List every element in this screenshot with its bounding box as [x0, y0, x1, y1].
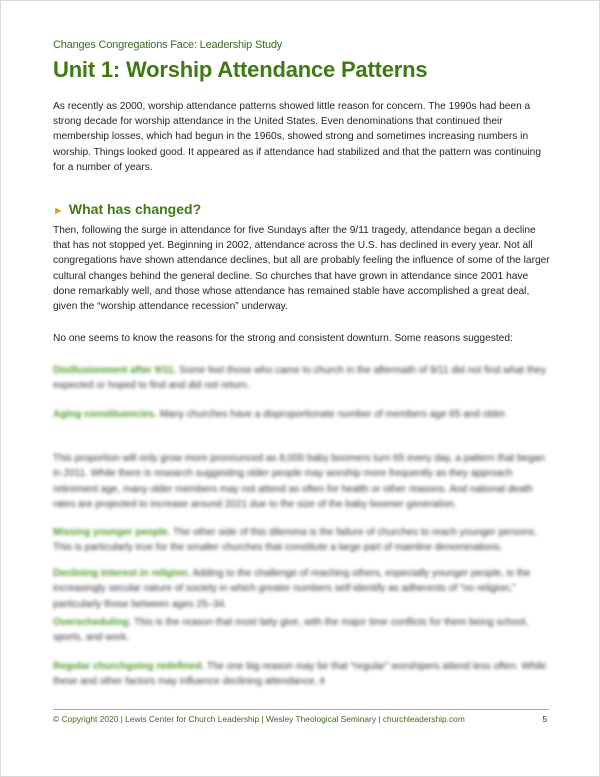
running-header: Changes Congregations Face: Leadership Study	[53, 39, 283, 51]
reason-lead: Overscheduling.	[53, 617, 132, 628]
reason-lead: Declining interest in religion.	[53, 568, 191, 579]
reason-lead: Disillusionment after 9/11.	[53, 365, 177, 376]
reason-lead: Missing younger people.	[53, 527, 171, 538]
reason-paragraph	[53, 407, 553, 422]
reason-paragraph	[53, 525, 553, 556]
reason-paragraph	[53, 566, 553, 612]
page-number: 5	[542, 714, 547, 724]
reason-text: Some feel those who came to church in the aftermath of 9/11 did not find what they expected or hoped to find and did not return.	[53, 365, 546, 392]
page-title: Unit 1: Worship Attendance Patterns	[53, 57, 428, 82]
reason-text: The one big reason may be that “regular” worshipers attend less often. While these and other factors may influence declining attendance, it	[53, 661, 547, 688]
section-heading	[53, 201, 201, 217]
changed-paragraph: Then, following the surge in attendance for five Sundays after the 9/11 tragedy, attendance began a decline that has not stopped yet. Beginning in 2002, attendance across the U.S. has declined in every year. Not all congregations have shown attendance declines, but all are probably feeling the influence of some of the larger cultural changes behind the general decline. So churches that have grown in attendance since 2001 have done remarkably well, and those whose attendance has remained stable have accomplished a great deal, given the “worship attendance recession” underway.	[53, 225, 550, 313]
reason-paragraph	[53, 451, 553, 513]
reason-paragraph	[53, 615, 553, 646]
triangle-bullet-icon: ►	[53, 205, 64, 217]
reason-text: Adding to the challenge of reaching others, especially younger people, is the increasingly secular nature of society in which greater numbers self-identify as adherents of “no religion,” particularly those between ages 25–34.	[53, 568, 531, 610]
intro-paragraph: As recently as 2000, worship attendance patterns showed little reason for concern. The 1990s had been a strong decade for worship attendance in the United States. Even denominations that continued their membership losses, which had begun in the 1960s, showed strong and sometimes increasing numbers in worship. Things looked good. It appeared as if attendance had stabilized and that the pattern was continuing for a number of years.	[53, 101, 542, 173]
reason-text: This is the reason that most laity give, with the major time conflicts for them being school, sports, and work.	[53, 617, 529, 644]
reason-text: Many churches have a disproportionate number of members age 65 and older.	[159, 409, 508, 420]
reason-text: The other side of this dilemma is the failure of churches to reach younger persons. This is particularly true for the smaller churches that constitute a large part of mainline denominations.	[53, 527, 537, 554]
footer-copyright: © Copyright 2020 | Lewis Center for Church Leadership | Wesley Theological Seminary | churchleadership.com	[53, 714, 465, 724]
section-heading-text: What has changed?	[68, 201, 202, 217]
reason-lead: Regular churchgoing redefined.	[53, 661, 205, 672]
footer-divider	[53, 709, 549, 710]
reason-paragraph	[53, 659, 553, 690]
reason-paragraph	[53, 363, 553, 394]
reason-text: This proportion will only grow more pronounced as 8,000 baby boomers turn 65 every day, a pattern that began in 2011. While there is research suggesting older people may worship more frequently as they approach retirement age, many older members may not attend as often for health or other reasons. And national death rates are projected to increase around 2021 due to the size of the baby boomer generation.	[53, 453, 545, 511]
reasons-intro-paragraph: No one seems to know the reasons for the strong and consistent downturn. Some reasons suggested:	[53, 333, 513, 344]
reason-lead: Aging constituencies.	[53, 409, 157, 420]
